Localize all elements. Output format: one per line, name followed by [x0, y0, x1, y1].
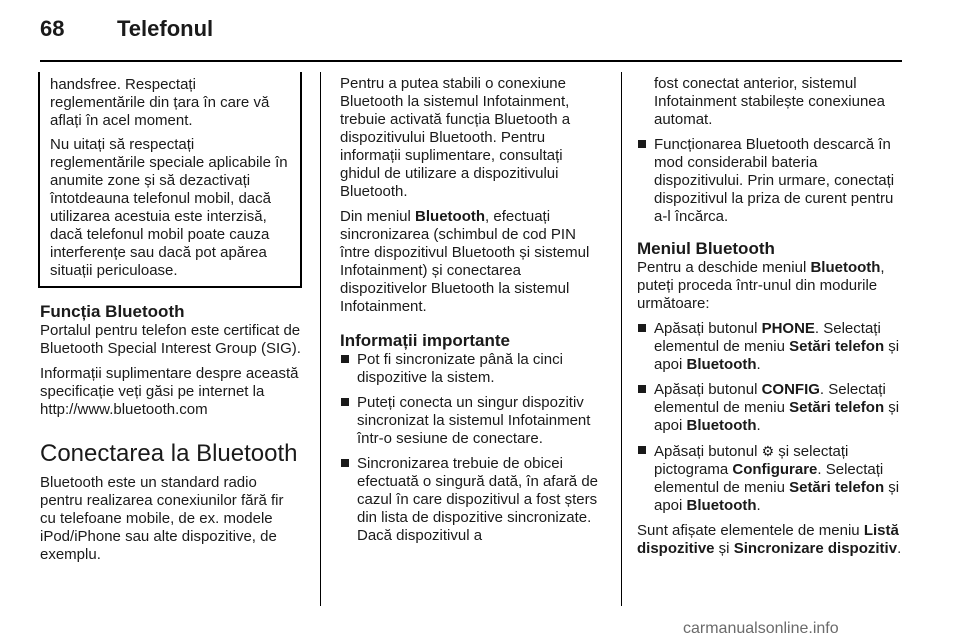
bullet-icon	[638, 324, 646, 332]
text: , puteți proceda într-unul din modurile următoare:	[637, 259, 885, 312]
column-3	[637, 75, 902, 565]
list-item-step-phone	[637, 320, 902, 374]
bullet-icon	[638, 446, 646, 454]
list-item	[637, 136, 902, 226]
text: Apăsați butonul	[654, 381, 762, 398]
text: Sunt afișate elementele de meniu	[637, 522, 864, 539]
heading-functia-bluetooth: Funcția Bluetooth	[40, 302, 185, 321]
list-item-text: Funcționarea Bluetooth descarcă în mod considerabil bateria dispozitivului. Prin urmare, conectați dispozitivul la priza de curent pentru a-l încărca.	[654, 136, 895, 225]
button-name-phone: PHONE	[761, 320, 815, 337]
menu-item-sincronizare-dispozitiv: Sincronizare dispozitiv	[733, 540, 898, 557]
menu-item-setari-telefon: Setări telefon	[789, 338, 885, 355]
page-number: 68	[40, 16, 65, 41]
info-list	[340, 351, 604, 545]
text: .	[756, 497, 761, 514]
heading-informatii-importante: Informații importante	[340, 331, 511, 350]
warning-paragraph-2: Nu uitați să respectați reglementările speciale aplicabile în anumite zone și să dezactivați întotdeauna telefonul mobil, dacă utilizarea acestuia este interzisă, dacă telefonul mobil poate cauza interferențe sau dacă pot apărea situații periculoase.	[50, 136, 288, 279]
list-item-step-settings	[637, 442, 902, 515]
term-bluetooth: Bluetooth	[810, 259, 881, 276]
functia-paragraph-2: Informații suplimentare despre această specificație veți găsi pe internet la http://www.bluetooth.com	[40, 365, 299, 418]
term-bluetooth: Bluetooth	[415, 208, 486, 225]
list-item	[340, 351, 604, 387]
continuation-text: fost conectat anterior, sistemul Infotainment stabilește conexiunea automat.	[654, 75, 885, 128]
menu-item-bluetooth: Bluetooth	[686, 417, 757, 434]
bullet-icon	[341, 398, 349, 406]
column-divider-1	[320, 72, 321, 606]
chapter-title: Telefonul	[117, 16, 214, 41]
bullet-icon	[638, 140, 646, 148]
text: . Selectați elementul de meniu	[654, 461, 884, 496]
steps-list	[637, 320, 902, 515]
heading-conectarea-la-bluetooth: Conectarea la Bluetooth	[40, 440, 298, 467]
watermark: carmanualsonline.info	[683, 620, 839, 637]
text: și apoi	[654, 399, 900, 434]
list-item	[340, 455, 604, 545]
text: Apăsați butonul	[654, 320, 762, 337]
list-item	[340, 394, 604, 448]
warning-box	[38, 72, 302, 288]
menu-item-setari-telefon: Setări telefon	[789, 399, 885, 416]
column-divider-2	[621, 72, 622, 606]
text: , efectuați sincronizarea (schimbul de cod PIN între dispozitivul Bluetooth și sistemul Infotainment) și conectarea dispozitivelor Bluetooth la sistemul Infotainment.	[340, 208, 590, 315]
list-item-text: Pot fi sincronizate până la cinci dispozitive la sistem.	[357, 351, 563, 386]
button-name-config: CONFIG	[761, 381, 820, 398]
conectarea-paragraph-1: Bluetooth este un standard radio pentru realizarea conexiunilor fără fir cu telefoane mobile, de ex. modele iPod/iPhone sau alte dispozitive, de exemplu.	[40, 474, 284, 563]
text: și	[714, 540, 734, 557]
menu-item-bluetooth: Bluetooth	[686, 356, 757, 373]
heading-meniul-bluetooth: Meniul Bluetooth	[637, 239, 775, 258]
text: și apoi	[654, 479, 900, 514]
text: și selectați pictograma	[654, 443, 849, 478]
text: Apăsați butonul	[654, 443, 762, 460]
list-item-text: Sincronizarea trebuie de obicei efectuată o singură dată, în afară de cazul în care dispozitivul a fost șters din lista de dispozitive sincronizate. Dacă dispozitivul a	[357, 455, 599, 544]
text: Din meniul	[340, 208, 416, 225]
text: . Selectați elementul de meniu	[654, 381, 886, 416]
list-item-text: Puteți conecta un singur dispozitiv sincronizat la sistemul Infotainment într-o sesiune de conectare.	[357, 394, 591, 447]
menu-item-bluetooth: Bluetooth	[686, 497, 757, 514]
menu-item-lista-dispozitive: Listă dispozitive	[637, 522, 899, 557]
text: .	[756, 417, 761, 434]
text: Pentru a deschide meniul	[637, 259, 811, 276]
text: .	[756, 356, 761, 373]
closing-paragraph	[637, 522, 902, 558]
warning-paragraph-1: handsfree. Respectați reglementările din țara în care vă aflați în acel moment.	[50, 76, 270, 129]
col2-paragraph-1: Pentru a putea stabili o conexiune Bluetooth la sistemul Infotainment, trebuie activată funcția Bluetooth a dispozitivului Bluetooth. Pentru informații suplimentare, consultați ghidul de utilizare a dispozitivului Bluetooth.	[340, 75, 571, 200]
column-2	[340, 75, 604, 552]
header-rule	[40, 60, 902, 62]
meniu-intro	[637, 259, 902, 313]
settings-icon: ⚙	[761, 443, 775, 459]
bullet-icon	[638, 385, 646, 393]
battery-list	[637, 136, 902, 226]
term-configurare: Configurare	[732, 461, 818, 478]
bullet-icon	[341, 459, 349, 467]
list-item-step-config	[637, 381, 902, 435]
menu-item-setari-telefon: Setări telefon	[789, 479, 885, 496]
text: .	[897, 540, 902, 557]
text: și apoi	[654, 338, 900, 373]
col2-paragraph-2	[340, 208, 604, 316]
bullet-icon	[341, 355, 349, 363]
text: . Selectați elementul de meniu	[654, 320, 881, 355]
functia-paragraph-1: Portalul pentru telefon este certificat de Bluetooth Special Interest Group (SIG).	[40, 322, 301, 357]
column-1	[40, 72, 302, 571]
